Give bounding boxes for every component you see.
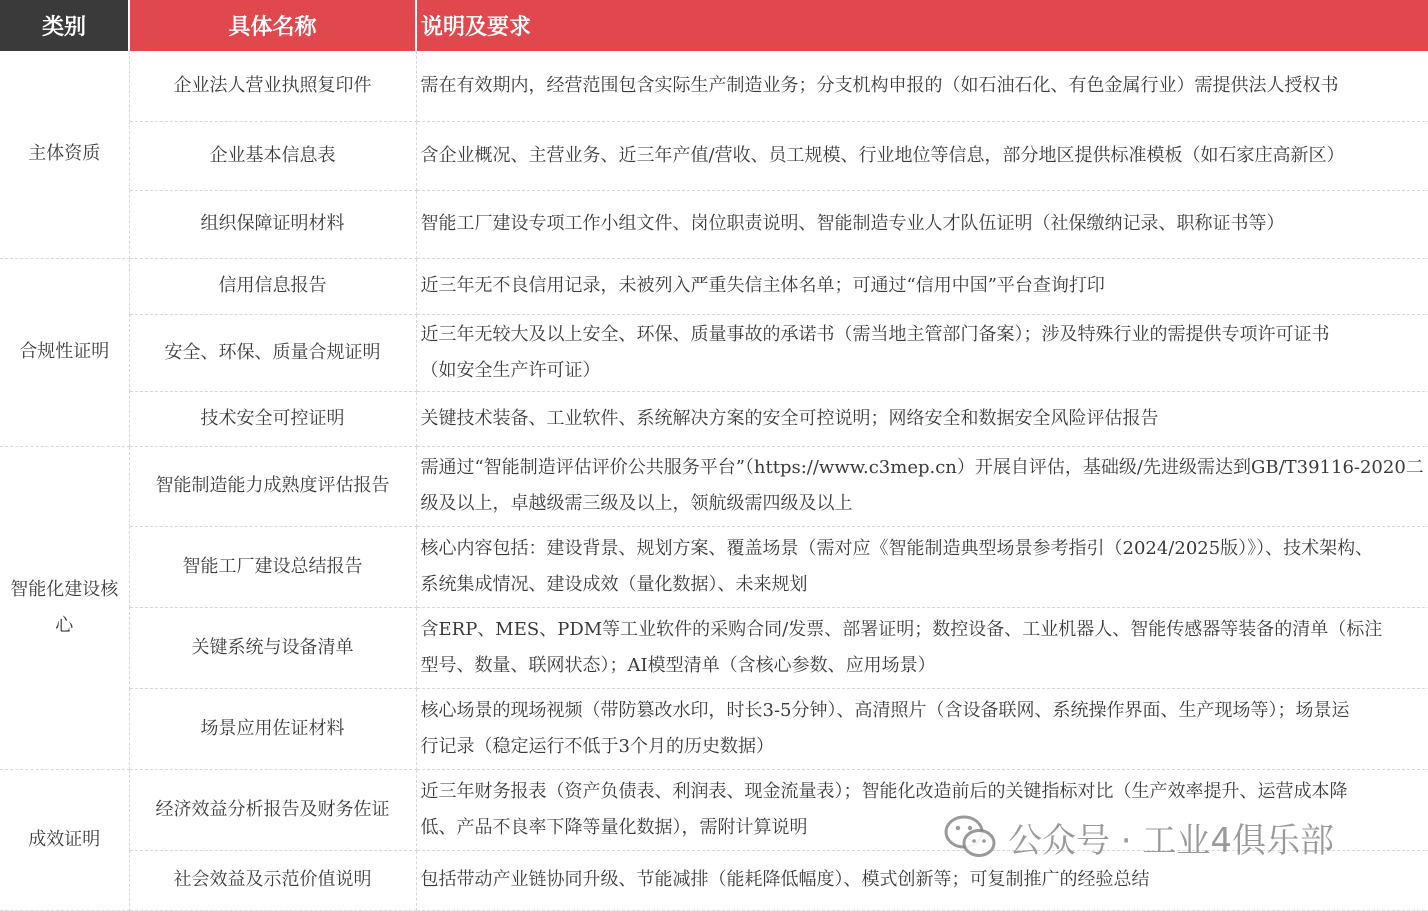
header-desc: 说明及要求 [416, 0, 1428, 51]
item-desc: 核心场景的现场视频（带防篡改水印，时长3-5分钟）、高清照片（含设备联网、系统操作界面、生产现场等）；场景运 行记录（稳定运行不低于3个月的历史数据） [416, 688, 1428, 769]
table-row [0, 446, 1428, 526]
table-row [0, 121, 1428, 190]
item-name: 安全、环保、质量合规证明 [129, 314, 416, 391]
item-desc: 含企业概况、主营业务、近三年产值/营收、员工规模、行业地位等信息，部分地区提供标准模板（如石家庄高新区） [416, 121, 1428, 190]
category-cell: 成效证明 [0, 769, 129, 910]
item-name: 关键系统与设备清单 [129, 607, 416, 688]
table-row [0, 526, 1428, 607]
header-name: 具体名称 [129, 0, 416, 51]
category-cell: 合规性证明 [0, 258, 129, 446]
item-name: 智能工厂建设总结报告 [129, 526, 416, 607]
item-name: 社会效益及示范价值说明 [129, 850, 416, 910]
item-name: 技术安全可控证明 [129, 391, 416, 446]
category-cell: 主体资质 [0, 51, 129, 258]
item-name: 组织保障证明材料 [129, 190, 416, 258]
item-desc: 核心内容包括：建设背景、规划方案、覆盖场景（需对应《智能制造典型场景参考指引（2024/2025版）》）、技术架构、 系统集成情况、建设成效（量化数据）、未来规划 [416, 526, 1428, 607]
table-row [0, 391, 1428, 446]
item-name: 智能制造能力成熟度评估报告 [129, 446, 416, 526]
table-row [0, 190, 1428, 258]
item-name: 经济效益分析报告及财务佐证 [129, 769, 416, 850]
item-desc: 关键技术装备、工业软件、系统解决方案的安全可控说明；网络安全和数据安全风险评估报告 [416, 391, 1428, 446]
table-row [0, 314, 1428, 391]
item-desc: 近三年财务报表（资产负债表、利润表、现金流量表）；智能化改造前后的关键指标对比（生产效率提升、运营成本降 低、产品不良率下降等量化数据），需附计算说明 [416, 769, 1428, 850]
watermark-text: 公众号 · 工业4俱乐部 [1008, 820, 1335, 861]
item-desc: 智能工厂建设专项工作小组文件、岗位职责说明、智能制造专业人才队伍证明（社保缴纳记录、职称证书等） [416, 190, 1428, 258]
item-desc: 需通过“智能制造评估评价公共服务平台”（https://www.c3mep.cn）开展自评估，基础级/先进级需达到GB/T39116-2020二 级及以上，卓越级需三级及以上，领航级需四级及以上 [416, 446, 1428, 526]
table-row [0, 51, 1428, 121]
table-row [0, 688, 1428, 769]
header-category: 类别 [0, 0, 129, 51]
table-row [0, 258, 1428, 314]
item-name: 企业法人营业执照复印件 [129, 51, 416, 121]
item-desc: 近三年无较大及以上安全、环保、质量事故的承诺书（需当地主管部门备案）；涉及特殊行业的需提供专项许可证书 （如安全生产许可证） [416, 314, 1428, 391]
wechat-icon [944, 815, 998, 859]
watermark [944, 812, 1334, 862]
table-row [0, 607, 1428, 688]
item-desc: 含ERP、MES、PDM等工业软件的采购合同/发票、部署证明；数控设备、工业机器人、智能传感器等装备的清单（标注 型号、数量、联网状态）；AI模型清单（含核心参数、应用场景） [416, 607, 1428, 688]
table-header-row [0, 0, 1428, 51]
item-desc: 需在有效期内，经营范围包含实际生产制造业务；分支机构申报的（如石油石化、有色金属行业）需提供法人授权书 [416, 51, 1428, 121]
item-name: 企业基本信息表 [129, 121, 416, 190]
category-cell: 智能化建设核心 [0, 446, 129, 769]
item-name: 信用信息报告 [129, 258, 416, 314]
item-desc: 近三年无不良信用记录，未被列入严重失信主体名单；可通过“信用中国”平台查询打印 [416, 258, 1428, 314]
item-name: 场景应用佐证材料 [129, 688, 416, 769]
item-desc: 包括带动产业链协同升级、节能减排（能耗降低幅度）、模式创新等；可复制推广的经验总结 [416, 850, 1428, 910]
